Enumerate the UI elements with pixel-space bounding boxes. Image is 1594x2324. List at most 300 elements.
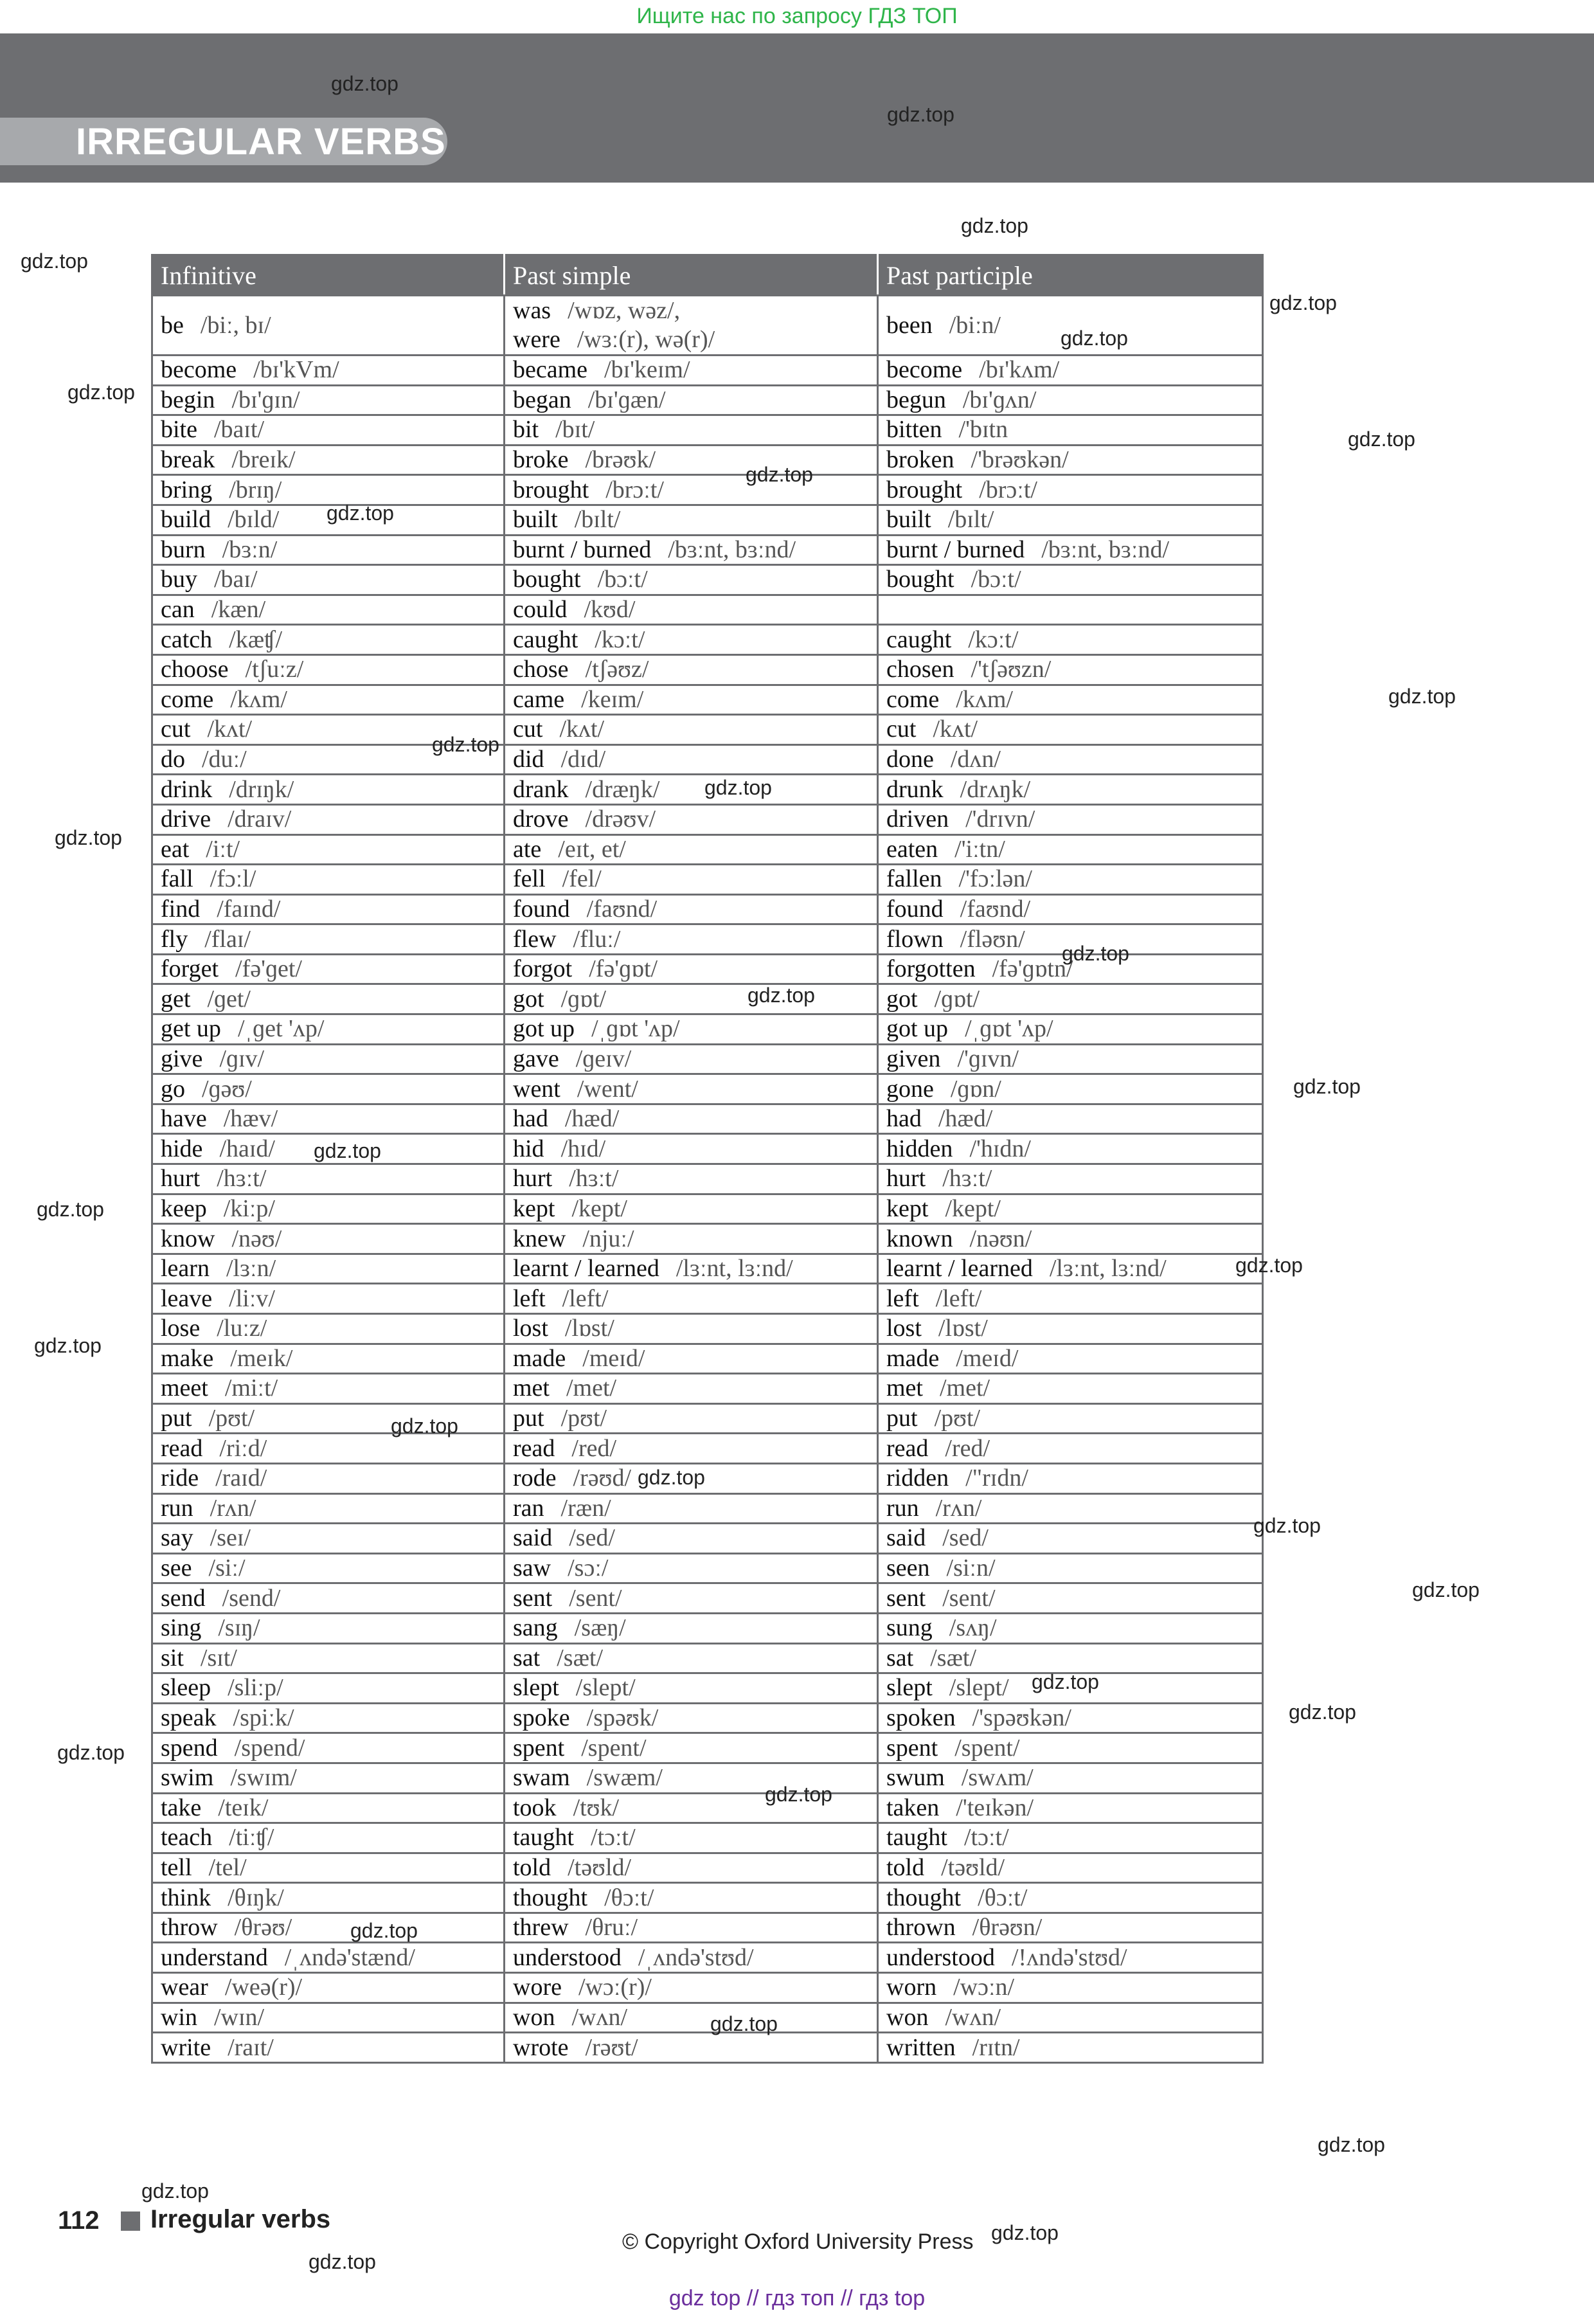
phonetic-transcription: /teɪk/ <box>218 1794 269 1821</box>
table-row <box>152 385 1263 415</box>
phonetic-transcription: /raɪd/ <box>215 1464 267 1492</box>
phonetic-transcription: /swæm/ <box>586 1764 663 1792</box>
verb-form: ridden <box>886 1464 949 1492</box>
verb-form: caught <box>886 626 952 653</box>
past-simple-cell <box>505 535 878 565</box>
verb-form: thought <box>513 1884 588 1911</box>
phonetic-transcription: /təʊld/ <box>941 1853 1005 1881</box>
verb-form: fell <box>513 865 546 893</box>
phonetic-transcription: /'iːtn/ <box>954 835 1005 863</box>
phonetic-transcription: /fə'ɡɒt/ <box>589 955 658 983</box>
phonetic-transcription: /hæd/ <box>938 1105 993 1133</box>
verb-form: fall <box>161 865 193 893</box>
past-participle-cell <box>878 1524 1263 1554</box>
watermark-text: gdz.top <box>991 2221 1059 2244</box>
verb-form: driven <box>886 806 949 833</box>
past-simple-cell <box>505 1134 878 1164</box>
verb-form: went <box>513 1075 560 1103</box>
verb-form: think <box>161 1884 211 1911</box>
phonetic-transcription: /ɡeɪv/ <box>575 1045 632 1072</box>
past-participle-cell <box>878 1434 1263 1464</box>
verb-form: brought <box>886 476 963 503</box>
verb-form: spoke <box>513 1704 570 1732</box>
watermark-text: gdz.top <box>1289 1700 1356 1724</box>
verb-form: made <box>886 1344 940 1372</box>
phonetic-transcription: /fə'ɡet/ <box>235 955 302 983</box>
table-row <box>152 1733 1263 1763</box>
verb-form: rode <box>513 1464 557 1492</box>
infinitive-cell <box>152 2033 505 2063</box>
table-row <box>152 744 1263 775</box>
phonetic-transcription: /bɜːn/ <box>222 536 278 563</box>
verb-form: drive <box>161 806 211 833</box>
infinitive-cell <box>152 1553 505 1583</box>
phonetic-transcription: /ɡɒt/ <box>934 985 980 1013</box>
verb-form: forgot <box>513 955 573 983</box>
verb-form: drunk <box>886 775 944 803</box>
phonetic-transcription: /ˌʌndə'stʊd/ <box>638 1943 754 1971</box>
page-title: IRREGULAR VERBS <box>76 121 446 163</box>
verb-form: ride <box>161 1464 199 1492</box>
phonetic-transcription: /keɪm/ <box>581 685 644 713</box>
infinitive-cell <box>152 1613 505 1643</box>
phonetic-transcription: /meɪd/ <box>582 1344 645 1372</box>
phonetic-transcription: /ɡet/ <box>207 985 251 1013</box>
phonetic-transcription: /rəʊd/ <box>573 1464 632 1492</box>
table-row <box>152 2033 1263 2063</box>
past-simple-cell <box>505 984 878 1014</box>
phonetic-transcription: /tʃuːz/ <box>245 656 304 683</box>
table-row <box>152 1883 1263 1913</box>
verb-form: slept <box>513 1674 559 1702</box>
past-simple-cell <box>505 1254 878 1284</box>
bottom-links[interactable]: gdz top // гдз топ // гдз top <box>668 2286 926 2310</box>
infinitive-cell <box>152 1374 505 1404</box>
phonetic-transcription: /fel/ <box>562 865 602 893</box>
past-participle-cell <box>878 356 1263 386</box>
verb-form: chose <box>513 656 569 683</box>
verb-form: become <box>161 356 237 384</box>
phonetic-transcription: /left/ <box>935 1284 982 1312</box>
phonetic-transcription: /sæt/ <box>930 1644 977 1671</box>
verb-form: bought <box>886 566 954 593</box>
phonetic-transcription: /drɪŋk/ <box>229 775 294 803</box>
past-simple-cell <box>505 1044 878 1074</box>
phonetic-transcription: /ˌɡet 'ʌp/ <box>237 1015 325 1043</box>
phonetic-transcription: /dʌn/ <box>950 746 1001 773</box>
watermark-text: gdz.top <box>327 501 394 525</box>
watermark-text: gdz.top <box>1318 2133 1385 2156</box>
table-row <box>152 1823 1263 1853</box>
verb-form: ate <box>513 835 542 863</box>
table-row <box>152 834 1263 865</box>
phonetic-transcription: /wɔː(r)/ <box>578 1974 652 2001</box>
verb-form: taught <box>513 1824 574 1851</box>
infinitive-cell <box>152 1703 505 1733</box>
infinitive-cell <box>152 1793 505 1823</box>
past-simple-cell <box>505 1194 878 1224</box>
watermark-text: gdz.top <box>748 984 815 1007</box>
phonetic-transcription: /baɪ/ <box>214 566 258 593</box>
watermark-text: gdz.top <box>57 1741 125 1764</box>
table-row <box>152 1463 1263 1493</box>
table-row <box>152 1943 1263 1973</box>
past-participle-cell <box>878 535 1263 565</box>
past-participle-cell <box>878 2003 1263 2033</box>
past-simple-cell <box>505 296 878 356</box>
watermark-text: gdz.top <box>309 2250 376 2273</box>
phonetic-transcription: /liːv/ <box>229 1284 275 1312</box>
phonetic-transcription: /θɪŋk/ <box>228 1884 284 1911</box>
verb-form: told <box>886 1853 925 1881</box>
infinitive-cell <box>152 2003 505 2033</box>
phonetic-transcription: /draɪv/ <box>228 806 292 833</box>
infinitive-cell <box>152 1104 505 1134</box>
table-row <box>152 625 1263 655</box>
table-row <box>152 1553 1263 1583</box>
phonetic-transcription: /kʊd/ <box>584 596 636 624</box>
past-participle-cell <box>878 1344 1263 1374</box>
infinitive-cell <box>152 356 505 386</box>
phonetic-transcription: /'brəʊkən/ <box>971 446 1069 474</box>
infinitive-cell <box>152 1763 505 1793</box>
phonetic-transcription: /wɔːn/ <box>953 1974 1015 2001</box>
phonetic-transcription: /kʌt/ <box>207 716 253 743</box>
verb-form: bought <box>513 566 581 593</box>
header-past-participle: Past participle <box>878 255 1263 296</box>
past-participle-cell <box>878 1224 1263 1254</box>
phonetic-transcription: /rʌn/ <box>935 1494 982 1522</box>
phonetic-transcription: /'fɔːlən/ <box>958 865 1032 893</box>
infinitive-cell <box>152 654 505 685</box>
verb-form: throw <box>161 1914 218 1941</box>
phonetic-transcription: /raɪt/ <box>228 2033 274 2061</box>
watermark-text: gdz.top <box>1269 291 1337 314</box>
infinitive-cell <box>152 535 505 565</box>
past-participle-cell <box>878 804 1263 834</box>
verb-form: learnt / learned <box>513 1255 659 1283</box>
verb-form: bitten <box>886 416 942 444</box>
verb-form: flew <box>513 925 557 953</box>
past-participle-cell <box>878 2033 1263 2063</box>
verb-form: said <box>513 1524 553 1552</box>
infinitive-cell <box>152 445 505 475</box>
past-simple-cell <box>505 715 878 745</box>
verb-form: swum <box>886 1764 945 1792</box>
phonetic-transcription: /ræn/ <box>560 1494 611 1522</box>
verb-form: build <box>161 506 211 534</box>
phonetic-transcription: /kɔːt/ <box>968 626 1019 653</box>
verb-form: hurt <box>161 1165 201 1193</box>
table-row <box>152 1074 1263 1104</box>
verb-form: met <box>513 1374 550 1402</box>
table-row <box>152 715 1263 745</box>
verb-form: wore <box>513 1974 562 2001</box>
past-participle-cell <box>878 1493 1263 1524</box>
verb-form: send <box>161 1584 206 1612</box>
verb-form: begun <box>886 386 946 413</box>
verb-form: got <box>513 985 544 1013</box>
past-simple-cell <box>505 1643 878 1673</box>
phonetic-transcription: /miːt/ <box>224 1374 278 1402</box>
phonetic-transcription: /sliːp/ <box>228 1674 283 1702</box>
phonetic-transcription: /'teɪkən/ <box>956 1794 1034 1821</box>
verb-form: eaten <box>886 835 938 863</box>
verb-form: sat <box>513 1644 541 1671</box>
past-simple-cell <box>505 385 878 415</box>
verb-form: said <box>886 1524 926 1552</box>
past-participle-cell <box>878 1374 1263 1404</box>
past-simple-cell <box>505 1224 878 1254</box>
verb-form: found <box>513 895 570 923</box>
phonetic-transcription: /weə(r)/ <box>224 1974 303 2001</box>
verb-form: begin <box>161 386 215 413</box>
phonetic-transcription: /bɔːt/ <box>971 566 1021 593</box>
watermark-text: gdz.top <box>67 381 135 404</box>
phonetic-transcription: /hæv/ <box>223 1105 278 1133</box>
watermark-text: gdz.top <box>432 733 499 756</box>
past-participle-cell <box>878 1194 1263 1224</box>
past-simple-cell <box>505 565 878 595</box>
phonetic-transcription: /ˌɡɒt 'ʌp/ <box>965 1015 1053 1043</box>
phonetic-transcription: /hɜːt/ <box>569 1165 619 1193</box>
infinitive-cell <box>152 894 505 924</box>
phonetic-transcription: /nəʊ/ <box>231 1225 282 1252</box>
verb-form: run <box>886 1494 919 1522</box>
past-simple-cell <box>505 2033 878 2063</box>
past-participle-cell <box>878 505 1263 535</box>
verb-form: fly <box>161 925 188 953</box>
phonetic-transcription: /pʊt/ <box>208 1405 255 1432</box>
phonetic-transcription: /lɜːnt, lɜːnd/ <box>1049 1255 1167 1283</box>
phonetic-transcription: /ˌʌndə'stænd/ <box>284 1943 415 1971</box>
phonetic-transcription: /lɜːn/ <box>226 1255 276 1283</box>
phonetic-transcription: /bɪt/ <box>555 416 595 444</box>
verb-form: find <box>161 895 201 923</box>
verb-form: won <box>886 2003 929 2031</box>
verb-form: took <box>513 1794 557 1821</box>
past-simple-cell <box>505 775 878 805</box>
watermark-text: gdz.top <box>1253 1514 1321 1537</box>
phonetic-transcription: /send/ <box>222 1584 281 1612</box>
verb-form: given <box>886 1045 941 1072</box>
phonetic-transcription: /θɔːt/ <box>604 1884 654 1911</box>
past-participle-cell <box>878 1853 1263 1883</box>
watermark-text: gdz.top <box>55 826 122 849</box>
infinitive-cell <box>152 924 505 955</box>
watermark-text: gdz.top <box>1235 1254 1303 1277</box>
phonetic-transcription: /tɔːt/ <box>963 1824 1009 1851</box>
verb-form: understood <box>513 1943 622 1971</box>
page-number: 112 <box>58 2206 100 2235</box>
phonetic-transcription: /sent/ <box>942 1584 996 1612</box>
past-simple-cell <box>505 1733 878 1763</box>
table-row <box>152 475 1263 505</box>
verb-form: cut <box>886 716 917 743</box>
watermark-text: gdz.top <box>1032 1670 1099 1693</box>
phonetic-transcription: /θrəʊn/ <box>972 1914 1043 1941</box>
past-simple-cell <box>505 1673 878 1704</box>
verb-form: tell <box>161 1853 192 1881</box>
past-simple-cell <box>505 804 878 834</box>
infinitive-cell <box>152 1823 505 1853</box>
verb-form: won <box>513 2003 555 2031</box>
verb-form: do <box>161 746 185 773</box>
phonetic-transcription: /tel/ <box>208 1853 247 1881</box>
phonetic-transcription: /faʊnd/ <box>960 895 1031 923</box>
phonetic-transcription: /baɪt/ <box>213 416 265 444</box>
verb-form: write <box>161 2033 211 2061</box>
past-simple-cell <box>505 685 878 715</box>
past-participle-cell <box>878 744 1263 775</box>
past-participle-cell <box>878 1793 1263 1823</box>
verb-form: hide <box>161 1135 203 1162</box>
past-participle-cell <box>878 445 1263 475</box>
phonetic-transcription: /slept/ <box>949 1674 1009 1702</box>
phonetic-transcription: /sed/ <box>942 1524 989 1552</box>
infinitive-cell <box>152 1254 505 1284</box>
verb-form: eat <box>161 835 190 863</box>
past-participle-cell <box>878 1164 1263 1194</box>
watermark-text: gdz.top <box>314 1139 381 1162</box>
verb-form: spoken <box>886 1704 956 1732</box>
past-simple-cell <box>505 1434 878 1464</box>
past-participle-cell <box>878 475 1263 505</box>
phonetic-transcription: /kʌm/ <box>956 685 1013 713</box>
phonetic-transcription: /slept/ <box>575 1674 636 1702</box>
verb-form: forget <box>161 955 219 983</box>
verb-form: burnt / burned <box>886 536 1025 563</box>
phonetic-transcription: /wɒz, wəz/, <box>568 297 681 324</box>
phonetic-transcription: /wʌn/ <box>945 2003 1001 2031</box>
header-past-simple: Past simple <box>505 255 878 296</box>
table-header-row <box>152 255 1263 296</box>
past-simple-cell <box>505 475 878 505</box>
phonetic-transcription: /spent/ <box>954 1734 1020 1761</box>
phonetic-transcription: /seɪ/ <box>210 1524 251 1552</box>
table-row <box>152 1044 1263 1074</box>
table-row <box>152 535 1263 565</box>
past-simple-cell <box>505 1374 878 1404</box>
verb-form: began <box>513 386 571 413</box>
infinitive-cell <box>152 625 505 655</box>
past-participle-cell <box>878 865 1263 895</box>
phonetic-transcription: /hæd/ <box>564 1105 620 1133</box>
past-simple-cell <box>505 1284 878 1314</box>
verb-form: lost <box>886 1315 922 1342</box>
phonetic-transcription: /θruː/ <box>585 1914 638 1941</box>
verb-form: taken <box>886 1794 940 1821</box>
verb-form: made <box>513 1344 566 1372</box>
table-row <box>152 1194 1263 1224</box>
phonetic-transcription: /sɪŋ/ <box>218 1614 260 1642</box>
past-participle-cell <box>878 1403 1263 1434</box>
table-row <box>152 2003 1263 2033</box>
verb-form: bit <box>513 416 539 444</box>
phonetic-transcription: /nəʊn/ <box>969 1225 1032 1252</box>
infinitive-cell <box>152 1943 505 1973</box>
verb-form: buy <box>161 566 197 593</box>
verb-form: left <box>886 1284 919 1312</box>
phonetic-transcription: /wɜː(r), wə(r)/ <box>577 326 715 353</box>
verb-form: become <box>886 356 963 384</box>
table-row <box>152 685 1263 715</box>
verb-form: burn <box>161 536 206 563</box>
past-participle-cell <box>878 715 1263 745</box>
verb-form: hurt <box>886 1165 926 1193</box>
verb-form: found <box>886 895 944 923</box>
table-row <box>152 445 1263 475</box>
verb-form: swim <box>161 1764 214 1792</box>
phonetic-transcription: /fə'ɡɒtn/ <box>992 955 1073 983</box>
verb-form: got up <box>513 1015 575 1043</box>
verb-form: come <box>886 685 940 713</box>
table-row <box>152 1703 1263 1733</box>
phonetic-transcription: /tʃəʊz/ <box>585 656 649 683</box>
past-participle-cell <box>878 1613 1263 1643</box>
past-simple-cell <box>505 1583 878 1614</box>
phonetic-transcription: /kʌt/ <box>933 716 978 743</box>
infinitive-cell <box>152 385 505 415</box>
table-row <box>152 984 1263 1014</box>
verb-form: keep <box>161 1194 207 1222</box>
verb-form: wrote <box>513 2033 569 2061</box>
table-row <box>152 1583 1263 1614</box>
watermark-text: gdz.top <box>746 463 813 486</box>
table-row <box>152 356 1263 386</box>
watermark-text: gdz.top <box>887 103 954 126</box>
past-participle-cell <box>878 654 1263 685</box>
phonetic-transcription: /red/ <box>945 1434 990 1462</box>
verb-form: have <box>161 1105 207 1133</box>
copyright-notice: © Copyright Oxford University Press <box>622 2229 974 2254</box>
verb-form: win <box>161 2003 197 2031</box>
phonetic-transcription: /riːd/ <box>219 1434 267 1462</box>
phonetic-transcription: /red/ <box>571 1434 617 1462</box>
past-simple-cell <box>505 894 878 924</box>
table-row <box>152 1643 1263 1673</box>
verb-form: put <box>886 1405 918 1432</box>
verb-form: got up <box>886 1015 949 1043</box>
watermark-text: gdz.top <box>141 2179 209 2202</box>
phonetic-transcription: /bɪld/ <box>228 506 280 534</box>
verb-form: had <box>513 1105 548 1133</box>
footer-section-label: Irregular verbs <box>150 2205 331 2233</box>
watermark-text: gdz.top <box>710 2012 778 2035</box>
table-row <box>152 1793 1263 1823</box>
phonetic-transcription: /eɪt, et/ <box>558 835 626 863</box>
verb-form: got <box>886 985 918 1013</box>
table-row <box>152 654 1263 685</box>
table-row <box>152 1164 1263 1194</box>
past-simple-cell <box>505 445 878 475</box>
infinitive-cell <box>152 1913 505 1943</box>
table-row <box>152 1613 1263 1643</box>
watermark-text: gdz.top <box>1412 1578 1480 1601</box>
phonetic-transcription: /bɜːnt, bɜːnd/ <box>668 536 796 563</box>
verb-form: read <box>513 1434 555 1462</box>
promo-notice[interactable]: Ищите нас по запросу ГДЗ ТОП <box>636 4 958 28</box>
phonetic-transcription: /brɔːt/ <box>605 476 664 503</box>
phonetic-transcription: /pʊt/ <box>560 1405 607 1432</box>
past-participle-cell <box>878 1913 1263 1943</box>
phonetic-transcription: /drʌŋk/ <box>960 775 1031 803</box>
watermark-text: gdz.top <box>765 1783 832 1806</box>
verb-form: written <box>886 2033 956 2061</box>
watermark-text: gdz.top <box>704 776 772 799</box>
phonetic-transcription: /left/ <box>562 1284 609 1312</box>
phonetic-transcription: /pʊt/ <box>934 1405 981 1432</box>
